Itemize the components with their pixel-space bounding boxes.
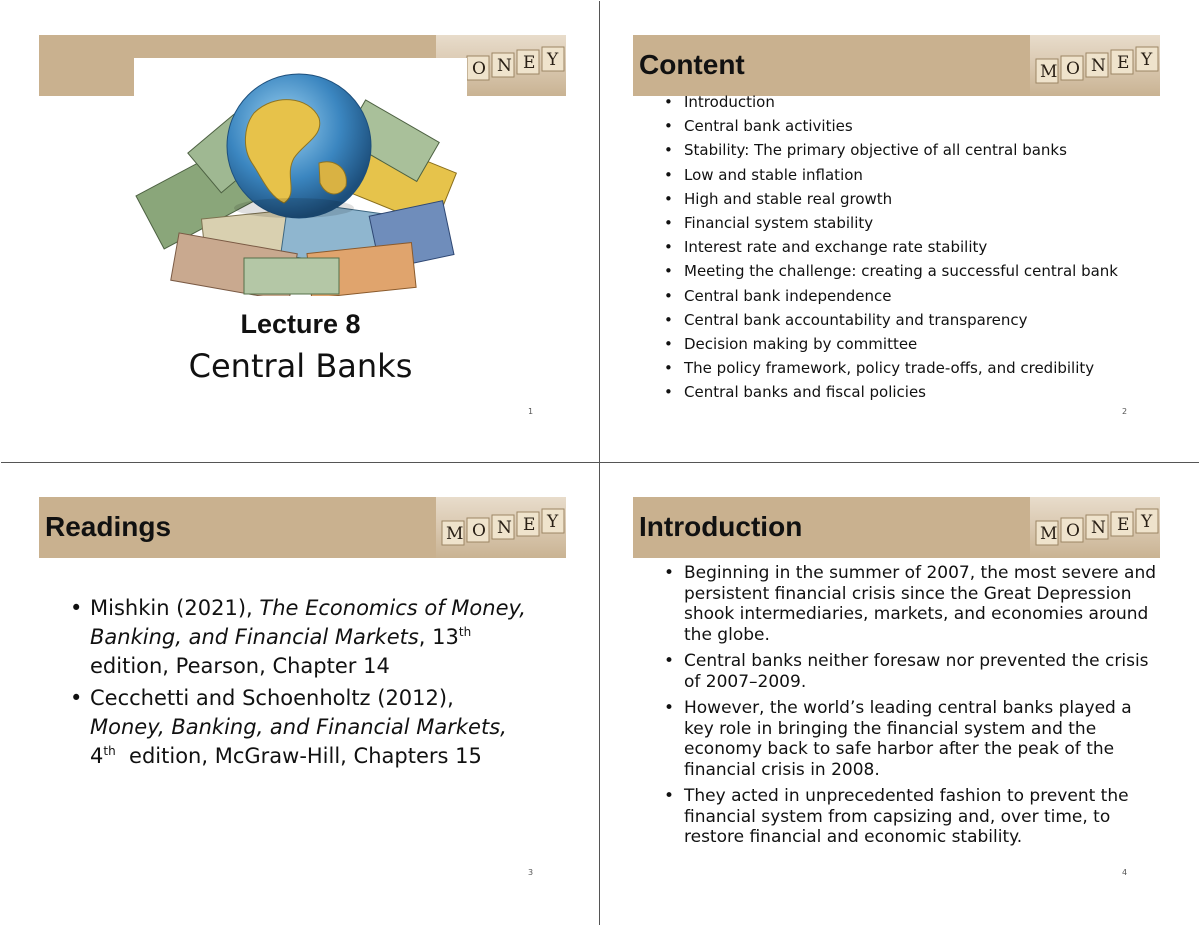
slide-number: 1 <box>528 407 534 416</box>
slide-number: 4 <box>1122 868 1128 877</box>
lecture-number: Lecture 8 <box>240 309 361 339</box>
readings-list <box>68 594 548 774</box>
reading-item <box>68 594 548 681</box>
list-item: • Central bank activities <box>662 114 1118 138</box>
reading-edition: 4 <box>90 744 104 768</box>
slide-title: Readings <box>45 511 172 542</box>
reading-details: edition, McGraw-Hill, Chapters 15 <box>115 744 482 768</box>
reading-book-title: The Economics of Money, Banking, and Financial Markets <box>90 596 526 649</box>
money-tiles-graphic <box>1030 35 1160 96</box>
superscript: th <box>458 625 472 639</box>
tile-letter: O <box>472 59 486 79</box>
tile-letter: Y <box>1141 50 1153 70</box>
tile-letter: O <box>1066 521 1080 541</box>
money-tiles-graphic <box>1030 497 1160 558</box>
tile-letter: M <box>1040 62 1058 82</box>
tile-letter: O <box>472 521 486 541</box>
list-item: • Central banks neither foresaw nor prevented the crisis of 2007–2009. <box>662 651 1162 692</box>
list-item: • Central bank accountability and transparency <box>662 308 1118 332</box>
tile-letter: N <box>497 518 512 538</box>
cover-image <box>134 58 467 296</box>
money-tiles-image <box>436 497 566 558</box>
slide-number: 3 <box>528 868 534 877</box>
reading-author: Mishkin (2021), <box>90 596 260 620</box>
list-item: • Central banks and fiscal policies <box>662 380 1118 404</box>
list-item: • Meeting the challenge: creating a successful central bank <box>662 259 1118 283</box>
reading-book-title: Money, Banking, and Financial Markets, <box>90 715 507 739</box>
tile-letter: E <box>1117 515 1130 535</box>
list-item: • The policy framework, policy trade-offs, and credibility <box>662 356 1118 380</box>
globe-money-illustration <box>134 58 467 296</box>
tile-letter: Y <box>1141 512 1153 532</box>
reading-edition: , 13 <box>418 625 459 649</box>
list-item: • However, the world’s leading central banks played a key role in bringing the financial system and the economy back to safe harbor after the peak of the financial crisis in 2008. <box>662 698 1162 780</box>
list-item: • Central bank independence <box>662 284 1118 308</box>
tile-letter: N <box>1091 56 1106 76</box>
tile-letter: Y <box>547 512 559 532</box>
tile-letter: E <box>1117 53 1130 73</box>
tile-letter: N <box>497 56 512 76</box>
header-band <box>39 497 566 558</box>
money-tiles-image <box>1030 35 1160 96</box>
list-item: • Low and stable inflation <box>662 163 1118 187</box>
list-item: • Interest rate and exchange rate stability <box>662 235 1118 259</box>
tile-letter: Y <box>547 50 559 70</box>
slide-title: Content <box>639 49 745 80</box>
superscript: th <box>103 744 116 758</box>
tile-letter: N <box>1091 518 1106 538</box>
header-band <box>633 497 1160 558</box>
list-item: • Beginning in the summer of 2007, the most severe and persistent financial crisis since the Great Depression shook intermediaries, markets, and economies around the globe. <box>662 563 1162 645</box>
tile-letter: M <box>446 524 464 544</box>
list-item: • They acted in unprecedented fashion to prevent the financial system from capsizing and, over time, to restore financial and economic stability. <box>662 786 1162 848</box>
list-item: • Introduction <box>662 90 1118 114</box>
header-band <box>633 35 1160 96</box>
list-item: • Decision making by committee <box>662 332 1118 356</box>
list-item: • High and stable real growth <box>662 187 1118 211</box>
slide-title: Introduction <box>639 511 803 542</box>
list-item: • Financial system stability <box>662 211 1118 235</box>
reading-details: edition, Pearson, Chapter 14 <box>90 654 390 678</box>
tile-letter: M <box>1040 524 1058 544</box>
tile-letter: O <box>1066 59 1080 79</box>
tile-letter: E <box>523 53 536 73</box>
list-item: • Stability: The primary objective of all central banks <box>662 138 1118 162</box>
content-list <box>662 90 1118 405</box>
tile-letter: E <box>523 515 536 535</box>
slide-number: 2 <box>1122 407 1128 416</box>
slide-2 <box>600 1 1199 463</box>
reading-item <box>68 684 548 771</box>
reading-author: Cecchetti and Schoenholtz (2012), <box>90 686 454 710</box>
slide-1 <box>1 1 600 463</box>
money-tiles-graphic <box>436 497 566 558</box>
money-tiles-image <box>1030 497 1160 558</box>
introduction-list <box>662 563 1162 854</box>
lecture-title: Central Banks <box>188 347 413 385</box>
